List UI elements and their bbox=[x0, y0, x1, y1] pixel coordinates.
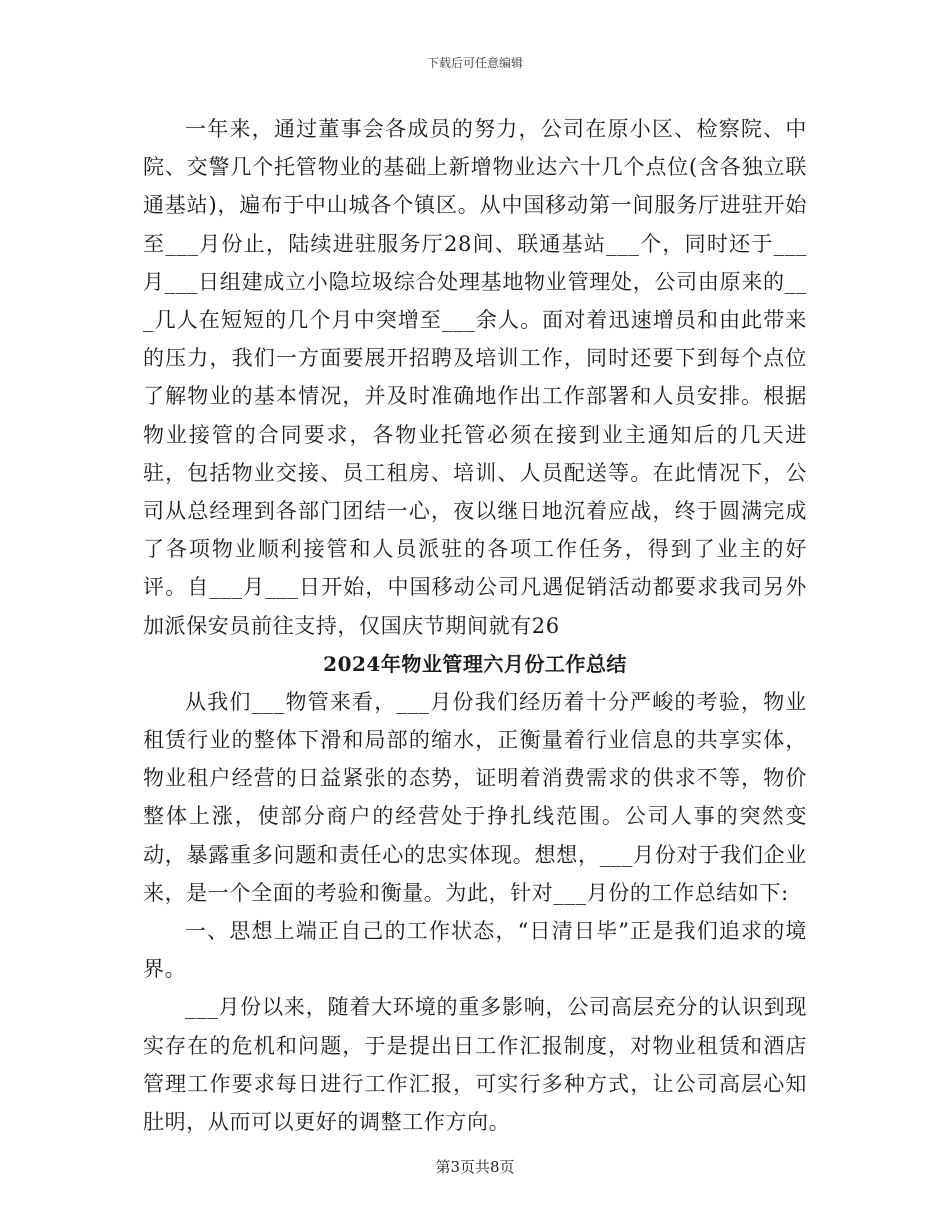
page-header: 下载后可任意编辑 bbox=[426, 56, 523, 70]
paragraph-daily-report: ___月份以来，随着大环境的重多影响，公司高层充分的认识到现实存在的危机和问题，于是提出日工作汇报制度，对物业租赁和酒店管理工作要求每日进行工作汇报，可实行多种方式，让公司高层心知肚明，从而可以更好的调整工作方向。 bbox=[143, 995, 807, 1135]
document-body bbox=[143, 110, 807, 1141]
page-number: 第3页共8页 bbox=[435, 1158, 515, 1176]
paragraph-june-overview: 从我们___物管来看，___月份我们经历着十分严峻的考验，物业租赁行业的整体下滑和局部的缩水，正衡量着行业信息的共享实体，物业租户经营的日益紧张的态势，证明着消费需求的供求不等，物价整体上涨，使部分商户的经营处于挣扎线范围。公司人事的突然变动，暴露重多问题和责任心的忠实体现。想想，___月份对于我们企业来，是一个全面的考验和衡量。为此，针对___月份的工作总结如下: bbox=[143, 689, 807, 905]
paragraph-section-one-heading: 一、思想上端正自己的工作状态，“日清日毕”正是我们追求的境界。 bbox=[143, 919, 807, 982]
paragraph-annual-summary: 一年来，通过董事会各成员的努力，公司在原小区、检察院、中院、交警几个托管物业的基础上新增物业达六十几个点位(含各独立联通基站)，遍布于中山城各个镇区。从中国移动第一间服务厅进驻开始至___月份止，陆续进驻服务厅28间、联通基站___个，同时还于___月___日组建成立小隐垃圾综合处理基地物业管理处，公司由原来的___几人在短短的几个月中突增至___余人。面对着迅速增员和由此带来的压力，我们一方面要展开招聘及培训工作，同时还要下到每个点位了解物业的基本情况，并及时准确地作出工作部署和人员安排。根据物业接管的合同要求，各物业托管必须在接到业主通知后的几天进驻，包括物业交接、员工租房、培训、人员配送等。在此情况下，公司从总经理到各部门团结一心，夜以继日地沉着应战，终于圆满完成了各项物业顺利接管和人员派驻的各项工作任务，得到了业主的好评。自___月___日开始，中国移动公司凡遇促销活动都要求我司另外加派保安员前往支持，仅国庆节期间就有26 bbox=[143, 117, 807, 638]
document-title: 2024年物业管理六月份工作总结 bbox=[323, 651, 627, 676]
